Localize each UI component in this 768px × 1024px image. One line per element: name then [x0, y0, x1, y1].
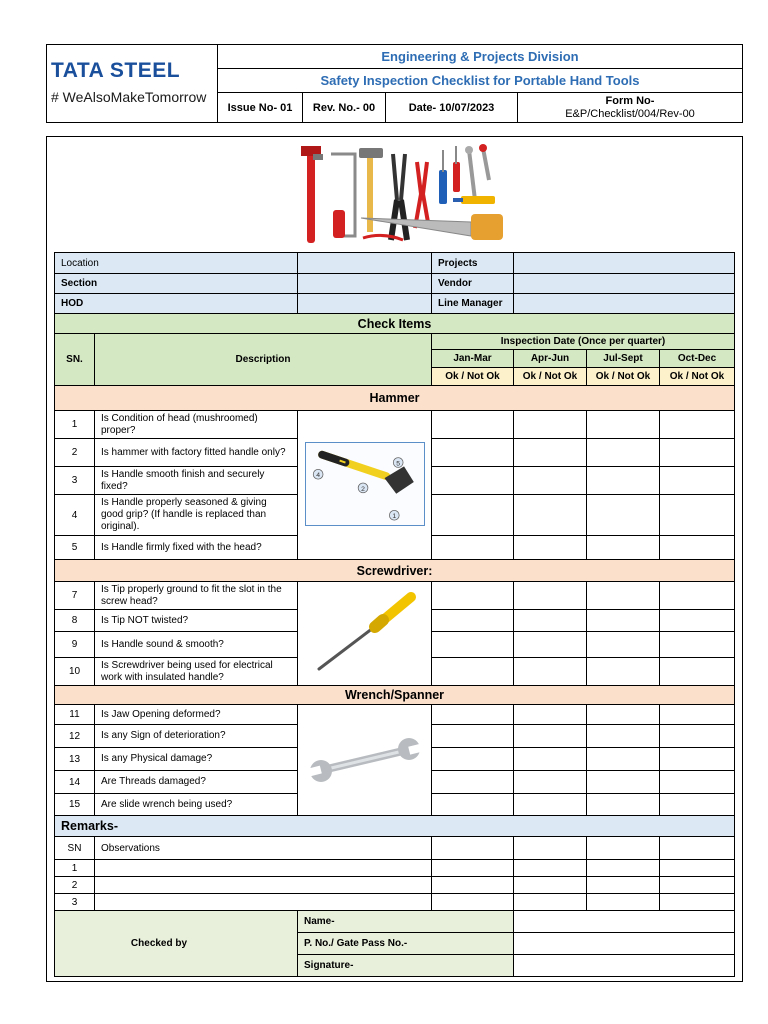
quarter-header: Jul-Sept [587, 350, 660, 368]
check-cell[interactable] [660, 411, 735, 439]
location-label: Location [55, 253, 298, 274]
description-header: Description [95, 334, 432, 386]
item-description: Is Tip properly ground to fit the slot in the screw head? [95, 582, 298, 610]
signature-field[interactable] [514, 955, 735, 977]
remarks-cell[interactable] [514, 877, 587, 894]
status-header: Ok / Not Ok [514, 368, 587, 386]
item-sn: 9 [55, 632, 95, 658]
observation-field[interactable] [95, 860, 432, 877]
item-description: Are Threads damaged? [95, 771, 298, 794]
projects-label: Projects [432, 253, 514, 274]
remarks-row-sn: 2 [55, 877, 95, 894]
remarks-row-sn: 1 [55, 860, 95, 877]
signature-label: Signature- [298, 955, 514, 977]
check-cell[interactable] [587, 439, 660, 467]
hammer-image-cell [298, 411, 432, 560]
check-cell[interactable] [514, 725, 587, 748]
check-cell[interactable] [432, 439, 514, 467]
check-cell[interactable] [587, 725, 660, 748]
observation-field[interactable] [95, 877, 432, 894]
check-cell[interactable] [660, 495, 735, 536]
check-cell[interactable] [432, 705, 514, 725]
wrench-image-cell [298, 705, 432, 816]
remarks-cell[interactable] [660, 837, 735, 860]
check-cell[interactable] [660, 632, 735, 658]
gate-pass-label: P. No./ Gate Pass No.- [298, 933, 514, 955]
hand-tools-illustration [293, 140, 511, 250]
observations-header: Observations [95, 837, 432, 860]
check-cell[interactable] [587, 632, 660, 658]
projects-value[interactable] [514, 253, 735, 274]
inspection-date-header: Inspection Date (Once per quarter) [432, 334, 735, 350]
status-header: Ok / Not Ok [587, 368, 660, 386]
item-sn: 7 [55, 582, 95, 610]
item-description: Are slide wrench being used? [95, 794, 298, 816]
remarks-cell[interactable] [432, 877, 514, 894]
remarks-cell[interactable] [660, 894, 735, 911]
logo-brand: TATA STEEL [51, 59, 181, 82]
form-no-value: E&P/Checklist/004/Rev-00 [565, 107, 695, 120]
check-cell[interactable] [660, 748, 735, 771]
check-cell[interactable] [432, 495, 514, 536]
remarks-cell[interactable] [514, 894, 587, 911]
check-cell[interactable] [514, 771, 587, 794]
check-cell[interactable] [514, 658, 587, 686]
check-cell[interactable] [587, 536, 660, 560]
check-cell[interactable] [587, 658, 660, 686]
sn-header: SN. [55, 334, 95, 386]
check-cell[interactable] [587, 748, 660, 771]
quarter-header: Jan-Mar [432, 350, 514, 368]
section-heading-screwdriver: Screwdriver: [55, 560, 735, 582]
item-description: Is Screwdriver being used for electrical work with insulated handle? [95, 658, 298, 686]
check-items-heading: Check Items [55, 314, 735, 334]
check-cell[interactable] [587, 495, 660, 536]
section-heading-wrench: Wrench/Spanner [55, 686, 735, 705]
hod-label: HOD [55, 294, 298, 314]
remarks-cell[interactable] [587, 860, 660, 877]
item-sn: 8 [55, 610, 95, 632]
vendor-value[interactable] [514, 274, 735, 294]
check-cell[interactable] [432, 725, 514, 748]
item-sn: 5 [55, 536, 95, 560]
check-cell[interactable] [660, 467, 735, 495]
hammer-callout: 5 [395, 459, 400, 467]
check-cell[interactable] [514, 610, 587, 632]
check-cell[interactable] [432, 610, 514, 632]
check-cell[interactable] [587, 467, 660, 495]
remarks-cell[interactable] [660, 860, 735, 877]
item-description: Is Tip NOT twisted? [95, 610, 298, 632]
check-cell[interactable] [660, 794, 735, 816]
remarks-row-sn: 3 [55, 894, 95, 911]
section-heading-hammer: Hammer [55, 386, 735, 411]
check-cell[interactable] [514, 495, 587, 536]
item-description: Is Handle sound & smooth? [95, 632, 298, 658]
remarks-cell[interactable] [432, 894, 514, 911]
hammer-image [305, 442, 425, 526]
check-cell[interactable] [660, 536, 735, 560]
location-value[interactable] [298, 253, 432, 274]
item-description: Is Handle smooth finish and securely fixed? [95, 467, 298, 495]
item-description: Is Jaw Opening deformed? [95, 705, 298, 725]
check-cell[interactable] [587, 582, 660, 610]
check-cell[interactable] [587, 794, 660, 816]
check-cell[interactable] [587, 705, 660, 725]
check-cell[interactable] [660, 725, 735, 748]
item-description: Is Handle firmly fixed with the head? [95, 536, 298, 560]
item-sn: 4 [55, 495, 95, 536]
remarks-sn-header: SN [55, 837, 95, 860]
remarks-cell[interactable] [514, 860, 587, 877]
check-cell[interactable] [432, 632, 514, 658]
line-manager-value[interactable] [514, 294, 735, 314]
item-sn: 12 [55, 725, 95, 748]
checker-name-label: Name- [298, 911, 514, 933]
item-description: Is any Physical damage? [95, 748, 298, 771]
item-sn: 15 [55, 794, 95, 816]
check-cell[interactable] [514, 748, 587, 771]
quarter-header: Apr-Jun [514, 350, 587, 368]
remarks-cell[interactable] [660, 877, 735, 894]
remarks-cell[interactable] [587, 894, 660, 911]
item-description: Is hammer with factory fitted handle only? [95, 439, 298, 467]
hod-value[interactable] [298, 294, 432, 314]
check-cell[interactable] [432, 748, 514, 771]
remarks-cell[interactable] [587, 877, 660, 894]
section-label: Section [55, 274, 298, 294]
gate-pass-field[interactable] [514, 933, 735, 955]
check-cell[interactable] [514, 536, 587, 560]
item-sn: 10 [55, 658, 95, 686]
item-sn: 14 [55, 771, 95, 794]
hammer-callout: 1 [391, 512, 396, 520]
check-cell[interactable] [660, 582, 735, 610]
check-cell[interactable] [514, 411, 587, 439]
hammer-callout: 4 [315, 471, 320, 479]
check-cell[interactable] [514, 632, 587, 658]
remarks-cell[interactable] [587, 837, 660, 860]
screwdriver-image [305, 587, 425, 677]
remarks-cell[interactable] [432, 860, 514, 877]
check-cell[interactable] [432, 536, 514, 560]
item-sn: 2 [55, 439, 95, 467]
check-cell[interactable] [660, 658, 735, 686]
item-description: Is Handle properly seasoned & giving good grip? (If handle is replaced than original). [95, 495, 298, 536]
check-cell[interactable] [660, 705, 735, 725]
status-header: Ok / Not Ok [660, 368, 735, 386]
check-cell[interactable] [514, 467, 587, 495]
line-manager-label: Line Manager [432, 294, 514, 314]
check-cell[interactable] [660, 771, 735, 794]
check-cell[interactable] [514, 794, 587, 816]
remarks-cell[interactable] [514, 837, 587, 860]
checker-name-field[interactable] [514, 911, 735, 933]
form-no-label: Form No- [605, 94, 655, 107]
hammer-callout: 2 [360, 485, 365, 493]
checklist-table [54, 252, 735, 977]
check-cell[interactable] [432, 658, 514, 686]
logo-tagline: # WeAlsoMakeTomorrow [51, 89, 207, 105]
observation-field[interactable] [95, 894, 432, 911]
check-cell[interactable] [587, 771, 660, 794]
item-sn: 3 [55, 467, 95, 495]
check-cell[interactable] [587, 610, 660, 632]
check-cell[interactable] [660, 610, 735, 632]
issue-date: Date- 10/07/2023 [386, 93, 518, 122]
section-value[interactable] [298, 274, 432, 294]
remarks-cell[interactable] [432, 837, 514, 860]
item-sn: 11 [55, 705, 95, 725]
quarter-header: Oct-Dec [660, 350, 735, 368]
check-cell[interactable] [514, 582, 587, 610]
item-sn: 13 [55, 748, 95, 771]
issue-no: Issue No- 01 [218, 93, 303, 122]
check-cell[interactable] [432, 411, 514, 439]
check-cell[interactable] [432, 771, 514, 794]
remarks-heading: Remarks- [55, 816, 735, 837]
check-cell[interactable] [587, 411, 660, 439]
check-cell[interactable] [514, 439, 587, 467]
check-cell[interactable] [514, 705, 587, 725]
checked-by-label: Checked by [55, 911, 298, 977]
check-cell[interactable] [432, 794, 514, 816]
item-sn: 1 [55, 411, 95, 439]
check-cell[interactable] [432, 467, 514, 495]
check-cell[interactable] [660, 439, 735, 467]
tata-steel-logo [47, 45, 218, 122]
screwdriver-image-cell [298, 582, 432, 686]
item-description: Is any Sign of deterioration? [95, 725, 298, 748]
check-cell[interactable] [432, 582, 514, 610]
wrench-image [305, 729, 425, 789]
rev-no: Rev. No.- 00 [303, 93, 386, 122]
item-description: Is Condition of head (mushroomed) proper? [95, 411, 298, 439]
status-header: Ok / Not Ok [432, 368, 514, 386]
vendor-label: Vendor [432, 274, 514, 294]
checklist-title: Safety Inspection Checklist for Portable Hand Tools [218, 69, 742, 93]
document-header [46, 44, 743, 123]
division-title: Engineering & Projects Division [218, 45, 742, 69]
form-number [518, 93, 742, 122]
